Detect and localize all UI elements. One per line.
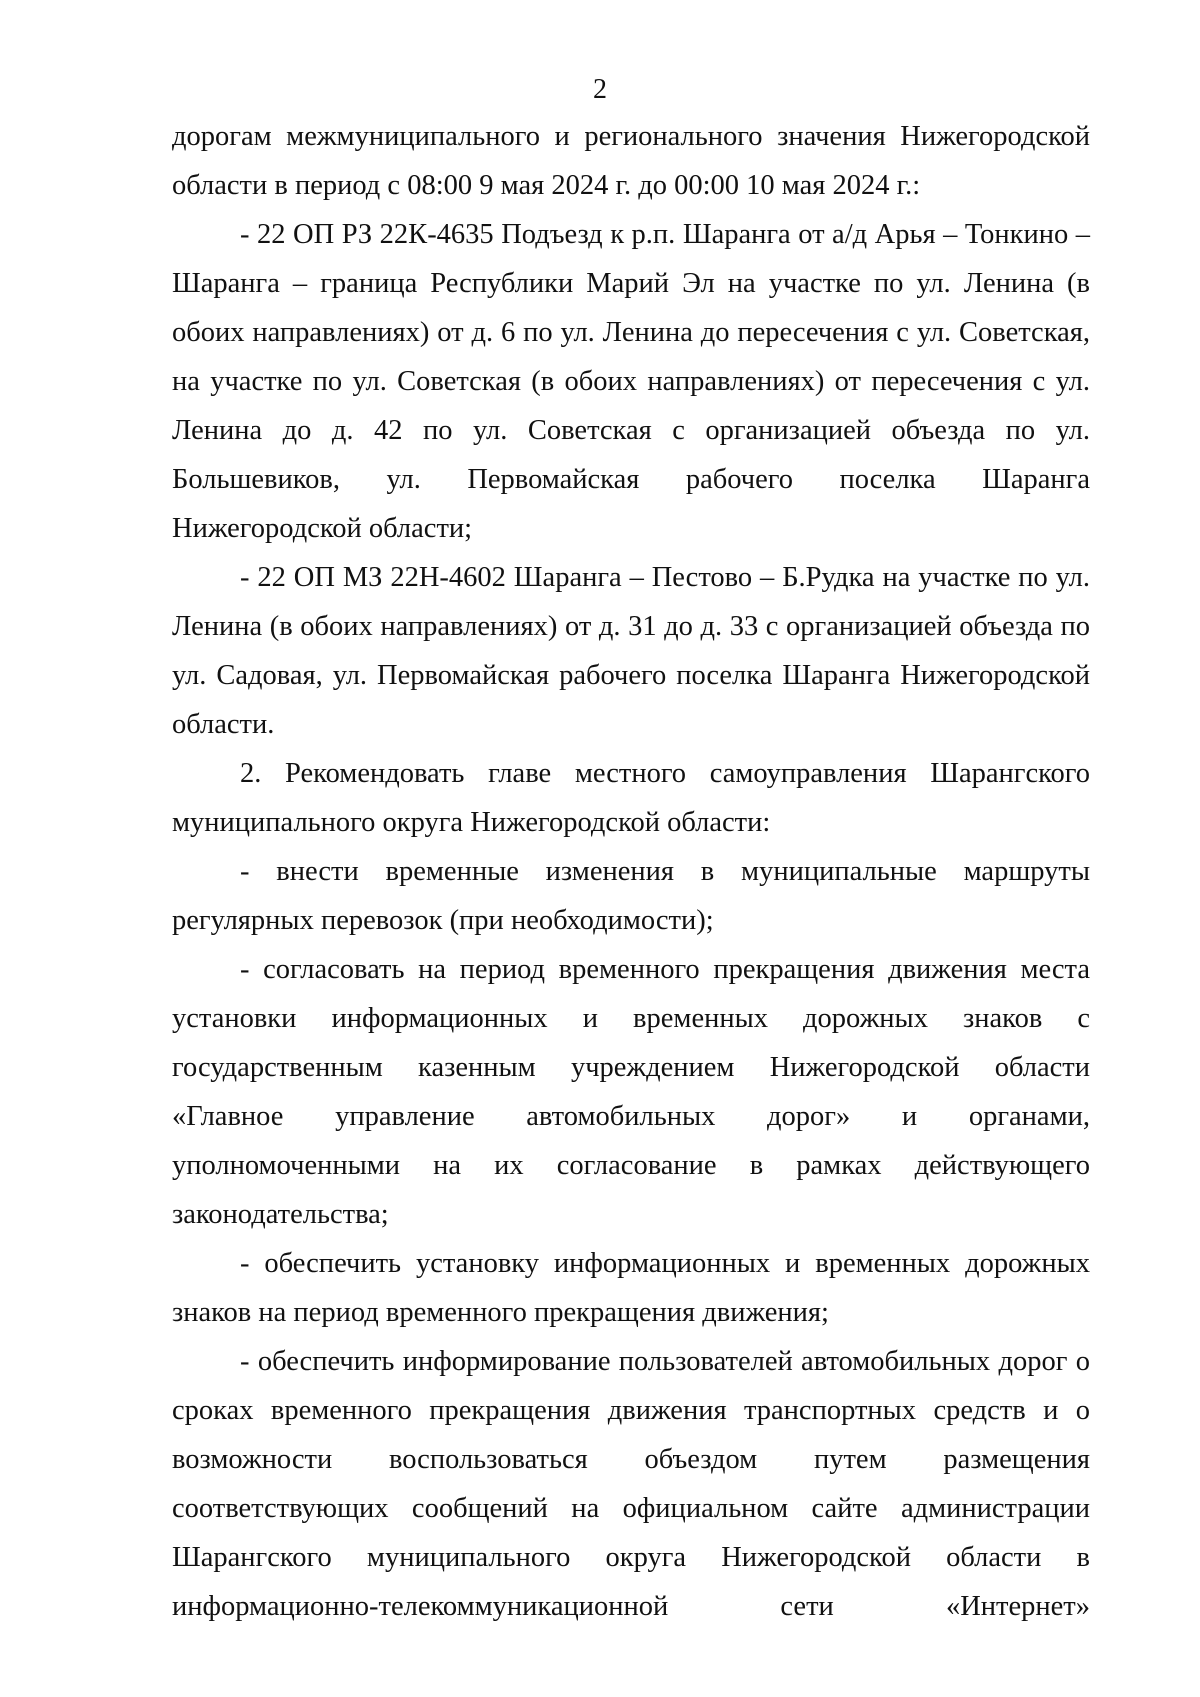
paragraph-install-signs: - обеспечить установку информационных и временных дорожных знаков на период временного прекращения движения; (172, 1248, 1090, 1328)
page-number: 2 (593, 74, 607, 105)
document-body (172, 112, 1090, 1631)
paragraph-item-2: 2. Рекомендовать главе местного самоуправления Шарангского муниципального округа Нижегородской области: (172, 758, 1090, 838)
paragraph-routes: - внести временные изменения в муниципальные маршруты регулярных перевозок (при необходимости); (172, 856, 1090, 936)
paragraph-road-22n-4602: - 22 ОП МЗ 22Н-4602 Шаранга – Пестово – Б.Рудка на участке по ул. Ленина (в обоих направлениях) от д. 31 до д. 33 с организацией объезда по ул. Садовая, ул. Первомайская рабочего поселка Шаранга Нижегородской области. (172, 562, 1090, 740)
paragraph-continuation: дорогам межмуниципального и регионального значения Нижегородской области в период с 08:00 9 мая 2024 г. до 00:00 10 мая 2024 г.: (172, 121, 1090, 201)
paragraph-inform-users: - обеспечить информирование пользователей автомобильных дорог о сроках временного прекращения движения транспортных средств и о возможности воспользоваться объездом путем размещения соответствующих сообщений на официальном сайте администрации Шарангского муниципального округа Нижегородской области в информационно-телекоммуникационной сети «Интернет» (172, 1346, 1090, 1622)
paragraph-agree-signs: - согласовать на период временного прекращения движения места установки информационных и временных дорожных знаков с государственным казенным учреждением Нижегородской области «Главное управление автомобильных дорог» и органами, уполномоченными на их согласование в рамках действующего законодательства; (172, 954, 1090, 1230)
paragraph-road-22k-4635: - 22 ОП РЗ 22К-4635 Подъезд к р.п. Шаранга от а/д Арья – Тонкино – Шаранга – граница Республики Марий Эл на участке по ул. Ленина (в обоих направлениях) от д. 6 по ул. Ленина до пересечения с ул. Советская, на участке по ул. Советская (в обоих направлениях) от пересечения с ул. Ленина до д. 42 по ул. Советская с организацией объезда по ул. Большевиков, ул. Первомайская рабочего поселка Шаранга Нижегородской области; (172, 219, 1090, 544)
